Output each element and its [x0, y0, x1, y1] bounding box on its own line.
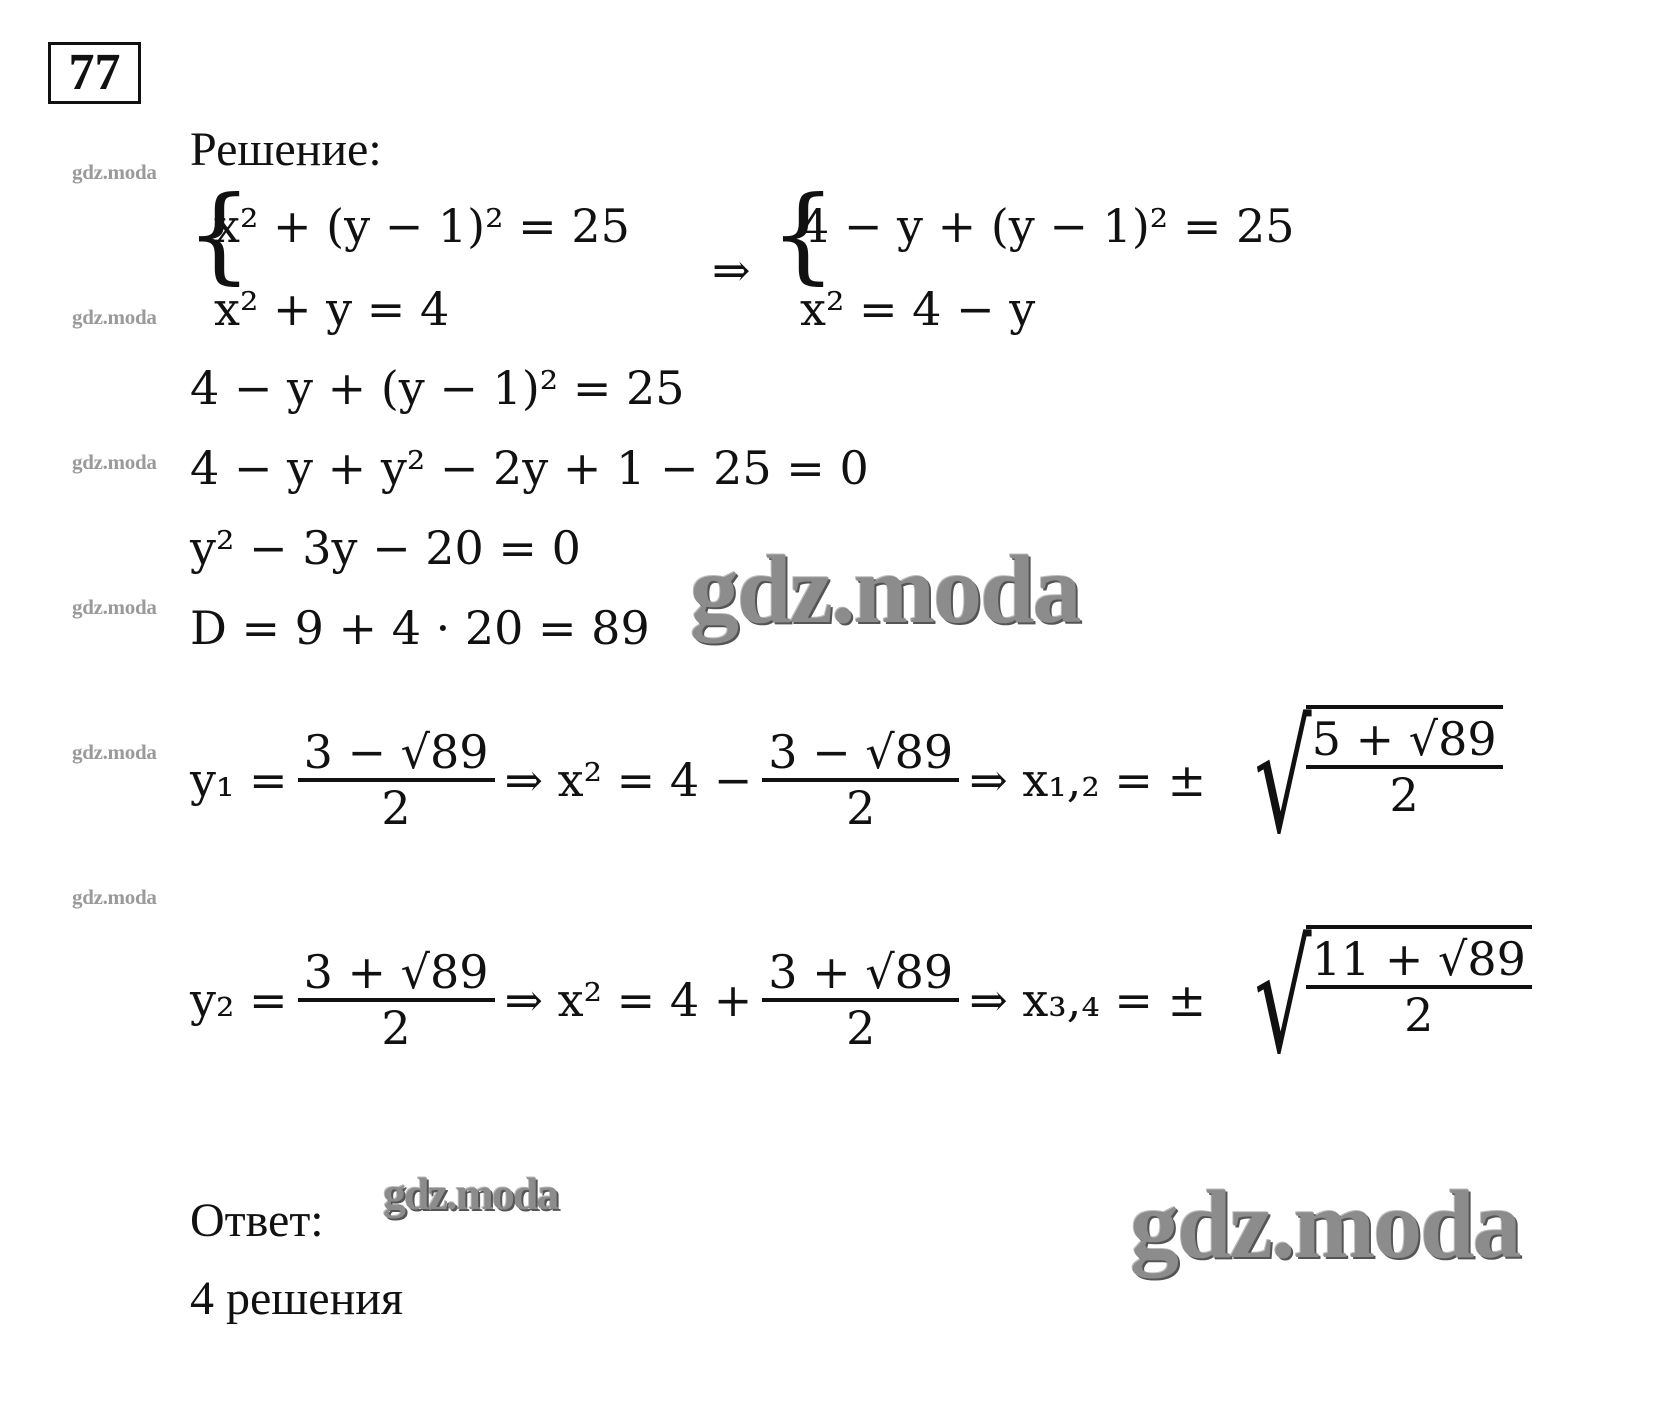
system2-eq1: 4 − y + (y − 1)² = 25	[800, 199, 1295, 253]
root2-x2-fraction	[762, 946, 959, 1054]
root1-lhs: y₁ =	[190, 753, 288, 807]
fraction-denominator: 2	[381, 781, 411, 835]
watermark-small: gdz.moda	[72, 450, 157, 474]
left-brace: {	[770, 173, 837, 295]
radical-sign-icon: √	[1254, 913, 1312, 1087]
root2-fraction	[298, 946, 495, 1054]
fraction-denominator: 2	[381, 1001, 411, 1055]
watermark-small: gdz.moda	[72, 740, 157, 764]
watermark-medium: gdz.moda	[383, 1168, 558, 1219]
fraction-numerator: 3 + √89	[298, 946, 495, 1002]
square-root	[1216, 693, 1503, 867]
fraction-denominator: 2	[1389, 768, 1419, 822]
root1-fraction	[298, 726, 495, 834]
step-line: y² − 3y − 20 = 0	[190, 521, 581, 575]
root2-line	[190, 913, 1532, 1087]
root2-lhs: y₂ =	[190, 973, 288, 1027]
fraction-denominator: 2	[846, 781, 876, 835]
step-line: 4 − y + y² − 2y + 1 − 25 = 0	[190, 441, 869, 495]
watermark-large: gdz.moda	[690, 536, 1080, 644]
left-brace: {	[186, 173, 253, 295]
answer-text: 4 решения	[190, 1272, 404, 1325]
fraction-numerator: 11 + √89	[1306, 933, 1532, 989]
radical-sign-icon: √	[1254, 693, 1312, 867]
fraction-numerator: 3 + √89	[762, 946, 959, 1002]
root2-x-fraction	[1306, 933, 1532, 1041]
watermark-small: gdz.moda	[72, 160, 157, 184]
fraction-denominator: 2	[846, 1001, 876, 1055]
fraction-numerator: 3 − √89	[298, 726, 495, 782]
discriminant-line: D = 9 + 4 · 20 = 89	[190, 601, 650, 655]
system2-eq2: x² = 4 − y	[800, 282, 1036, 336]
system1-eq2: x² + y = 4	[214, 282, 450, 336]
watermark-small: gdz.moda	[72, 885, 157, 909]
root2-x2-lhs: ⇒ x² = 4 +	[504, 973, 753, 1027]
square-root	[1216, 913, 1532, 1087]
root1-line	[190, 693, 1503, 867]
root1-x-lhs: ⇒ x₁,₂ = ±	[969, 753, 1207, 807]
system1-eq1: x² + (y − 1)² = 25	[214, 199, 630, 253]
fraction-denominator: 2	[1404, 988, 1434, 1042]
root1-x-fraction	[1306, 713, 1503, 821]
watermark-large: gdz.moda	[1130, 1171, 1520, 1279]
root2-x-lhs: ⇒ x₃,₄ = ±	[969, 973, 1207, 1027]
fraction-numerator: 3 − √89	[762, 726, 959, 782]
root1-x2-lhs: ⇒ x² = 4 −	[504, 753, 753, 807]
step-line: 4 − y + (y − 1)² = 25	[190, 361, 685, 415]
watermark-small: gdz.moda	[72, 305, 157, 329]
solution-heading: Решение:	[190, 123, 382, 176]
implies-arrow: ⇒	[712, 243, 751, 297]
watermark-small: gdz.moda	[72, 595, 157, 619]
root1-x2-fraction	[762, 726, 959, 834]
answer-label: Ответ:	[190, 1194, 324, 1247]
fraction-numerator: 5 + √89	[1306, 713, 1503, 769]
problem-number: 77	[48, 42, 141, 104]
